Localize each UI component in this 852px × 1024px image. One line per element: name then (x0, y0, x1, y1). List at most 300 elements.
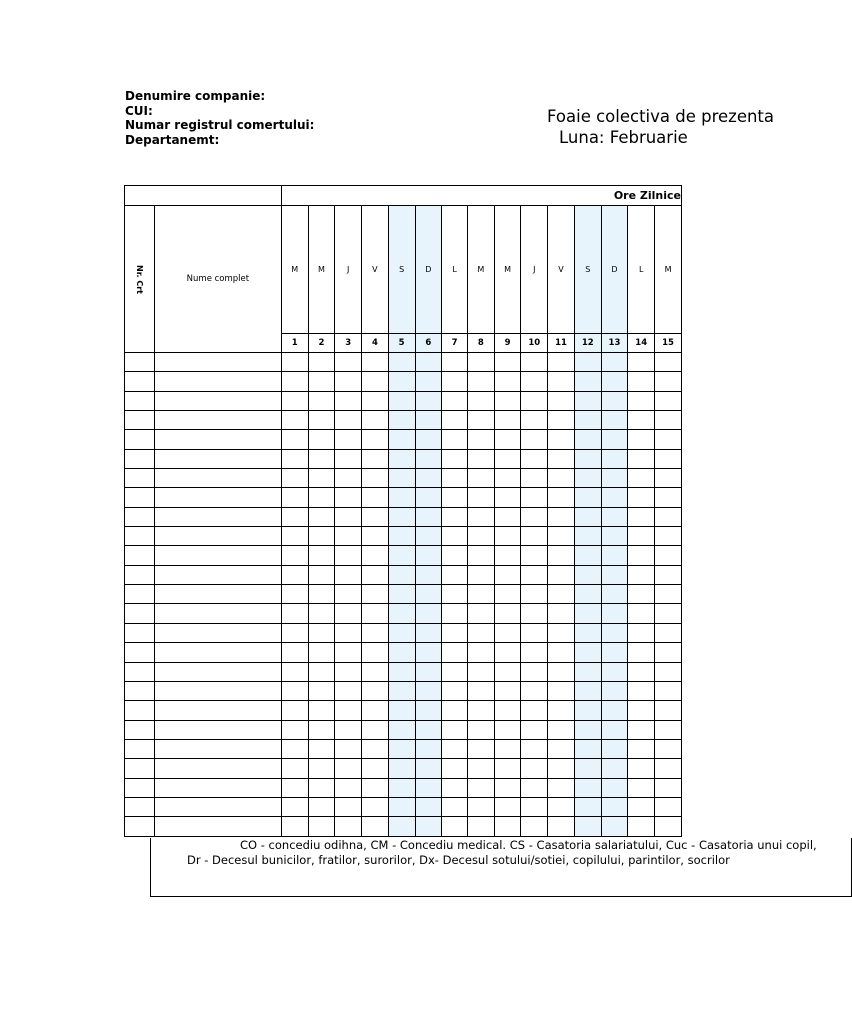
hours-cell[interactable] (442, 797, 468, 816)
name-cell[interactable] (154, 430, 281, 449)
hours-cell[interactable] (467, 817, 494, 836)
hours-cell[interactable] (362, 817, 389, 836)
nr-crt-cell[interactable] (125, 546, 155, 565)
hours-cell[interactable] (494, 720, 521, 739)
hours-cell[interactable] (442, 662, 468, 681)
hours-cell[interactable] (308, 604, 335, 623)
hours-cell[interactable] (628, 643, 655, 662)
nr-crt-cell[interactable] (125, 662, 155, 681)
hours-cell[interactable] (655, 643, 682, 662)
hours-cell[interactable] (628, 565, 655, 584)
hours-cell[interactable] (442, 546, 468, 565)
hours-cell[interactable] (628, 527, 655, 546)
nr-crt-cell[interactable] (125, 391, 155, 410)
hours-cell[interactable] (574, 720, 601, 739)
hours-cell[interactable] (281, 353, 308, 372)
hours-cell[interactable] (628, 759, 655, 778)
nr-crt-cell[interactable] (125, 585, 155, 604)
name-cell[interactable] (154, 488, 281, 507)
hours-cell[interactable] (521, 817, 548, 836)
hours-cell[interactable] (601, 391, 628, 410)
nr-crt-cell[interactable] (125, 681, 155, 700)
hours-cell[interactable] (388, 430, 415, 449)
nr-crt-cell[interactable] (125, 507, 155, 526)
hours-cell[interactable] (521, 391, 548, 410)
hours-cell[interactable] (548, 411, 575, 430)
hours-cell[interactable] (574, 449, 601, 468)
hours-cell[interactable] (521, 797, 548, 816)
hours-cell[interactable] (548, 585, 575, 604)
hours-cell[interactable] (655, 469, 682, 488)
hours-cell[interactable] (494, 353, 521, 372)
hours-cell[interactable] (362, 527, 389, 546)
hours-cell[interactable] (601, 585, 628, 604)
hours-cell[interactable] (628, 739, 655, 758)
hours-cell[interactable] (628, 701, 655, 720)
hours-cell[interactable] (521, 643, 548, 662)
hours-cell[interactable] (494, 817, 521, 836)
hours-cell[interactable] (281, 527, 308, 546)
hours-cell[interactable] (494, 701, 521, 720)
nr-crt-cell[interactable] (125, 353, 155, 372)
hours-cell[interactable] (548, 353, 575, 372)
name-cell[interactable] (154, 681, 281, 700)
hours-cell[interactable] (281, 546, 308, 565)
hours-cell[interactable] (521, 759, 548, 778)
hours-cell[interactable] (574, 643, 601, 662)
hours-cell[interactable] (308, 778, 335, 797)
hours-cell[interactable] (281, 720, 308, 739)
hours-cell[interactable] (442, 623, 468, 642)
hours-cell[interactable] (281, 372, 308, 391)
hours-cell[interactable] (415, 604, 442, 623)
hours-cell[interactable] (388, 585, 415, 604)
hours-cell[interactable] (281, 817, 308, 836)
hours-cell[interactable] (335, 585, 362, 604)
hours-cell[interactable] (442, 565, 468, 584)
hours-cell[interactable] (655, 391, 682, 410)
hours-cell[interactable] (628, 604, 655, 623)
hours-cell[interactable] (521, 546, 548, 565)
hours-cell[interactable] (494, 507, 521, 526)
hours-cell[interactable] (548, 527, 575, 546)
nr-crt-cell[interactable] (125, 643, 155, 662)
hours-cell[interactable] (521, 662, 548, 681)
hours-cell[interactable] (521, 720, 548, 739)
hours-cell[interactable] (308, 643, 335, 662)
hours-cell[interactable] (362, 681, 389, 700)
hours-cell[interactable] (574, 565, 601, 584)
hours-cell[interactable] (335, 604, 362, 623)
hours-cell[interactable] (494, 430, 521, 449)
hours-cell[interactable] (548, 739, 575, 758)
hours-cell[interactable] (574, 623, 601, 642)
hours-cell[interactable] (655, 411, 682, 430)
name-cell[interactable] (154, 643, 281, 662)
hours-cell[interactable] (388, 604, 415, 623)
nr-crt-cell[interactable] (125, 623, 155, 642)
hours-cell[interactable] (494, 411, 521, 430)
hours-cell[interactable] (655, 662, 682, 681)
name-cell[interactable] (154, 662, 281, 681)
hours-cell[interactable] (655, 372, 682, 391)
hours-cell[interactable] (601, 681, 628, 700)
hours-cell[interactable] (335, 353, 362, 372)
hours-cell[interactable] (601, 372, 628, 391)
hours-cell[interactable] (494, 391, 521, 410)
hours-cell[interactable] (281, 488, 308, 507)
hours-cell[interactable] (442, 372, 468, 391)
hours-cell[interactable] (521, 372, 548, 391)
hours-cell[interactable] (655, 585, 682, 604)
hours-cell[interactable] (548, 469, 575, 488)
hours-cell[interactable] (335, 391, 362, 410)
hours-cell[interactable] (467, 565, 494, 584)
hours-cell[interactable] (308, 759, 335, 778)
nr-crt-cell[interactable] (125, 604, 155, 623)
hours-cell[interactable] (655, 353, 682, 372)
hours-cell[interactable] (388, 565, 415, 584)
hours-cell[interactable] (308, 469, 335, 488)
hours-cell[interactable] (362, 585, 389, 604)
hours-cell[interactable] (308, 488, 335, 507)
hours-cell[interactable] (548, 817, 575, 836)
hours-cell[interactable] (601, 662, 628, 681)
nr-crt-cell[interactable] (125, 372, 155, 391)
hours-cell[interactable] (601, 739, 628, 758)
hours-cell[interactable] (628, 372, 655, 391)
hours-cell[interactable] (521, 778, 548, 797)
hours-cell[interactable] (655, 565, 682, 584)
hours-cell[interactable] (548, 778, 575, 797)
name-cell[interactable] (154, 411, 281, 430)
hours-cell[interactable] (362, 565, 389, 584)
hours-cell[interactable] (521, 469, 548, 488)
hours-cell[interactable] (521, 681, 548, 700)
hours-cell[interactable] (362, 701, 389, 720)
hours-cell[interactable] (281, 623, 308, 642)
hours-cell[interactable] (628, 546, 655, 565)
hours-cell[interactable] (415, 353, 442, 372)
hours-cell[interactable] (308, 720, 335, 739)
hours-cell[interactable] (467, 430, 494, 449)
hours-cell[interactable] (574, 372, 601, 391)
nr-crt-cell[interactable] (125, 488, 155, 507)
hours-cell[interactable] (655, 739, 682, 758)
hours-cell[interactable] (415, 507, 442, 526)
hours-cell[interactable] (281, 507, 308, 526)
hours-cell[interactable] (308, 623, 335, 642)
hours-cell[interactable] (521, 565, 548, 584)
hours-cell[interactable] (415, 643, 442, 662)
hours-cell[interactable] (335, 817, 362, 836)
hours-cell[interactable] (574, 411, 601, 430)
hours-cell[interactable] (655, 778, 682, 797)
hours-cell[interactable] (442, 585, 468, 604)
hours-cell[interactable] (388, 797, 415, 816)
hours-cell[interactable] (467, 643, 494, 662)
hours-cell[interactable] (335, 759, 362, 778)
hours-cell[interactable] (442, 391, 468, 410)
hours-cell[interactable] (281, 391, 308, 410)
hours-cell[interactable] (415, 565, 442, 584)
hours-cell[interactable] (281, 759, 308, 778)
hours-cell[interactable] (467, 507, 494, 526)
hours-cell[interactable] (548, 449, 575, 468)
hours-cell[interactable] (281, 411, 308, 430)
hours-cell[interactable] (601, 720, 628, 739)
hours-cell[interactable] (442, 643, 468, 662)
hours-cell[interactable] (548, 701, 575, 720)
hours-cell[interactable] (442, 527, 468, 546)
name-cell[interactable] (154, 565, 281, 584)
hours-cell[interactable] (494, 449, 521, 468)
hours-cell[interactable] (494, 469, 521, 488)
hours-cell[interactable] (574, 817, 601, 836)
hours-cell[interactable] (494, 372, 521, 391)
hours-cell[interactable] (308, 449, 335, 468)
hours-cell[interactable] (628, 449, 655, 468)
hours-cell[interactable] (467, 797, 494, 816)
hours-cell[interactable] (442, 604, 468, 623)
name-cell[interactable] (154, 739, 281, 758)
name-cell[interactable] (154, 720, 281, 739)
hours-cell[interactable] (574, 739, 601, 758)
hours-cell[interactable] (335, 469, 362, 488)
hours-cell[interactable] (281, 778, 308, 797)
hours-cell[interactable] (521, 739, 548, 758)
hours-cell[interactable] (362, 372, 389, 391)
hours-cell[interactable] (574, 662, 601, 681)
hours-cell[interactable] (281, 449, 308, 468)
hours-cell[interactable] (494, 565, 521, 584)
hours-cell[interactable] (521, 701, 548, 720)
hours-cell[interactable] (655, 488, 682, 507)
hours-cell[interactable] (655, 527, 682, 546)
hours-cell[interactable] (467, 391, 494, 410)
hours-cell[interactable] (494, 546, 521, 565)
hours-cell[interactable] (521, 411, 548, 430)
hours-cell[interactable] (601, 759, 628, 778)
hours-cell[interactable] (308, 372, 335, 391)
hours-cell[interactable] (388, 546, 415, 565)
hours-cell[interactable] (628, 585, 655, 604)
hours-cell[interactable] (415, 469, 442, 488)
name-cell[interactable] (154, 778, 281, 797)
hours-cell[interactable] (442, 778, 468, 797)
hours-cell[interactable] (628, 797, 655, 816)
hours-cell[interactable] (548, 681, 575, 700)
hours-cell[interactable] (415, 449, 442, 468)
hours-cell[interactable] (494, 759, 521, 778)
hours-cell[interactable] (601, 701, 628, 720)
hours-cell[interactable] (388, 527, 415, 546)
hours-cell[interactable] (655, 546, 682, 565)
hours-cell[interactable] (415, 411, 442, 430)
name-cell[interactable] (154, 604, 281, 623)
hours-cell[interactable] (388, 681, 415, 700)
hours-cell[interactable] (574, 353, 601, 372)
hours-cell[interactable] (388, 720, 415, 739)
hours-cell[interactable] (308, 681, 335, 700)
hours-cell[interactable] (601, 527, 628, 546)
hours-cell[interactable] (494, 585, 521, 604)
hours-cell[interactable] (655, 817, 682, 836)
hours-cell[interactable] (362, 430, 389, 449)
hours-cell[interactable] (362, 720, 389, 739)
name-cell[interactable] (154, 527, 281, 546)
hours-cell[interactable] (655, 449, 682, 468)
hours-cell[interactable] (281, 797, 308, 816)
hours-cell[interactable] (442, 701, 468, 720)
hours-cell[interactable] (415, 623, 442, 642)
hours-cell[interactable] (442, 449, 468, 468)
hours-cell[interactable] (362, 353, 389, 372)
hours-cell[interactable] (281, 430, 308, 449)
hours-cell[interactable] (494, 662, 521, 681)
hours-cell[interactable] (335, 507, 362, 526)
hours-cell[interactable] (335, 430, 362, 449)
hours-cell[interactable] (574, 469, 601, 488)
hours-cell[interactable] (655, 720, 682, 739)
hours-cell[interactable] (521, 527, 548, 546)
hours-cell[interactable] (442, 507, 468, 526)
nr-crt-cell[interactable] (125, 778, 155, 797)
hours-cell[interactable] (601, 488, 628, 507)
hours-cell[interactable] (548, 488, 575, 507)
hours-cell[interactable] (415, 391, 442, 410)
hours-cell[interactable] (548, 797, 575, 816)
name-cell[interactable] (154, 353, 281, 372)
hours-cell[interactable] (388, 643, 415, 662)
hours-cell[interactable] (628, 662, 655, 681)
nr-crt-cell[interactable] (125, 701, 155, 720)
hours-cell[interactable] (467, 681, 494, 700)
hours-cell[interactable] (388, 739, 415, 758)
nr-crt-cell[interactable] (125, 797, 155, 816)
hours-cell[interactable] (388, 372, 415, 391)
hours-cell[interactable] (281, 701, 308, 720)
hours-cell[interactable] (415, 720, 442, 739)
hours-cell[interactable] (601, 546, 628, 565)
hours-cell[interactable] (548, 720, 575, 739)
hours-cell[interactable] (521, 430, 548, 449)
hours-cell[interactable] (388, 662, 415, 681)
hours-cell[interactable] (467, 759, 494, 778)
nr-crt-cell[interactable] (125, 527, 155, 546)
hours-cell[interactable] (467, 720, 494, 739)
hours-cell[interactable] (415, 701, 442, 720)
hours-cell[interactable] (548, 759, 575, 778)
hours-cell[interactable] (442, 488, 468, 507)
hours-cell[interactable] (388, 449, 415, 468)
name-cell[interactable] (154, 469, 281, 488)
hours-cell[interactable] (388, 701, 415, 720)
hours-cell[interactable] (467, 469, 494, 488)
hours-cell[interactable] (601, 469, 628, 488)
name-cell[interactable] (154, 759, 281, 778)
hours-cell[interactable] (388, 759, 415, 778)
hours-cell[interactable] (655, 623, 682, 642)
hours-cell[interactable] (442, 720, 468, 739)
hours-cell[interactable] (415, 372, 442, 391)
name-cell[interactable] (154, 391, 281, 410)
hours-cell[interactable] (388, 353, 415, 372)
hours-cell[interactable] (467, 662, 494, 681)
hours-cell[interactable] (362, 662, 389, 681)
hours-cell[interactable] (362, 469, 389, 488)
hours-cell[interactable] (494, 604, 521, 623)
hours-cell[interactable] (442, 759, 468, 778)
hours-cell[interactable] (601, 353, 628, 372)
hours-cell[interactable] (494, 739, 521, 758)
hours-cell[interactable] (415, 778, 442, 797)
hours-cell[interactable] (335, 623, 362, 642)
hours-cell[interactable] (308, 430, 335, 449)
name-cell[interactable] (154, 817, 281, 836)
hours-cell[interactable] (335, 681, 362, 700)
hours-cell[interactable] (494, 623, 521, 642)
nr-crt-cell[interactable] (125, 817, 155, 836)
hours-cell[interactable] (308, 797, 335, 816)
nr-crt-cell[interactable] (125, 720, 155, 739)
hours-cell[interactable] (362, 604, 389, 623)
hours-cell[interactable] (574, 759, 601, 778)
name-cell[interactable] (154, 623, 281, 642)
hours-cell[interactable] (574, 527, 601, 546)
hours-cell[interactable] (548, 507, 575, 526)
hours-cell[interactable] (601, 430, 628, 449)
hours-cell[interactable] (442, 430, 468, 449)
hours-cell[interactable] (548, 604, 575, 623)
hours-cell[interactable] (308, 701, 335, 720)
hours-cell[interactable] (601, 604, 628, 623)
hours-cell[interactable] (467, 488, 494, 507)
hours-cell[interactable] (548, 565, 575, 584)
hours-cell[interactable] (494, 527, 521, 546)
hours-cell[interactable] (442, 353, 468, 372)
hours-cell[interactable] (601, 565, 628, 584)
hours-cell[interactable] (308, 565, 335, 584)
hours-cell[interactable] (335, 372, 362, 391)
hours-cell[interactable] (442, 817, 468, 836)
hours-cell[interactable] (628, 488, 655, 507)
hours-cell[interactable] (601, 643, 628, 662)
nr-crt-cell[interactable] (125, 411, 155, 430)
hours-cell[interactable] (362, 797, 389, 816)
hours-cell[interactable] (335, 720, 362, 739)
hours-cell[interactable] (628, 681, 655, 700)
hours-cell[interactable] (521, 604, 548, 623)
hours-cell[interactable] (521, 488, 548, 507)
hours-cell[interactable] (467, 701, 494, 720)
nr-crt-cell[interactable] (125, 759, 155, 778)
hours-cell[interactable] (574, 604, 601, 623)
hours-cell[interactable] (388, 507, 415, 526)
hours-cell[interactable] (574, 585, 601, 604)
hours-cell[interactable] (308, 411, 335, 430)
hours-cell[interactable] (335, 488, 362, 507)
hours-cell[interactable] (415, 817, 442, 836)
hours-cell[interactable] (415, 527, 442, 546)
nr-crt-cell[interactable] (125, 739, 155, 758)
hours-cell[interactable] (494, 488, 521, 507)
hours-cell[interactable] (574, 546, 601, 565)
hours-cell[interactable] (442, 681, 468, 700)
hours-cell[interactable] (308, 662, 335, 681)
hours-cell[interactable] (655, 797, 682, 816)
hours-cell[interactable] (655, 430, 682, 449)
